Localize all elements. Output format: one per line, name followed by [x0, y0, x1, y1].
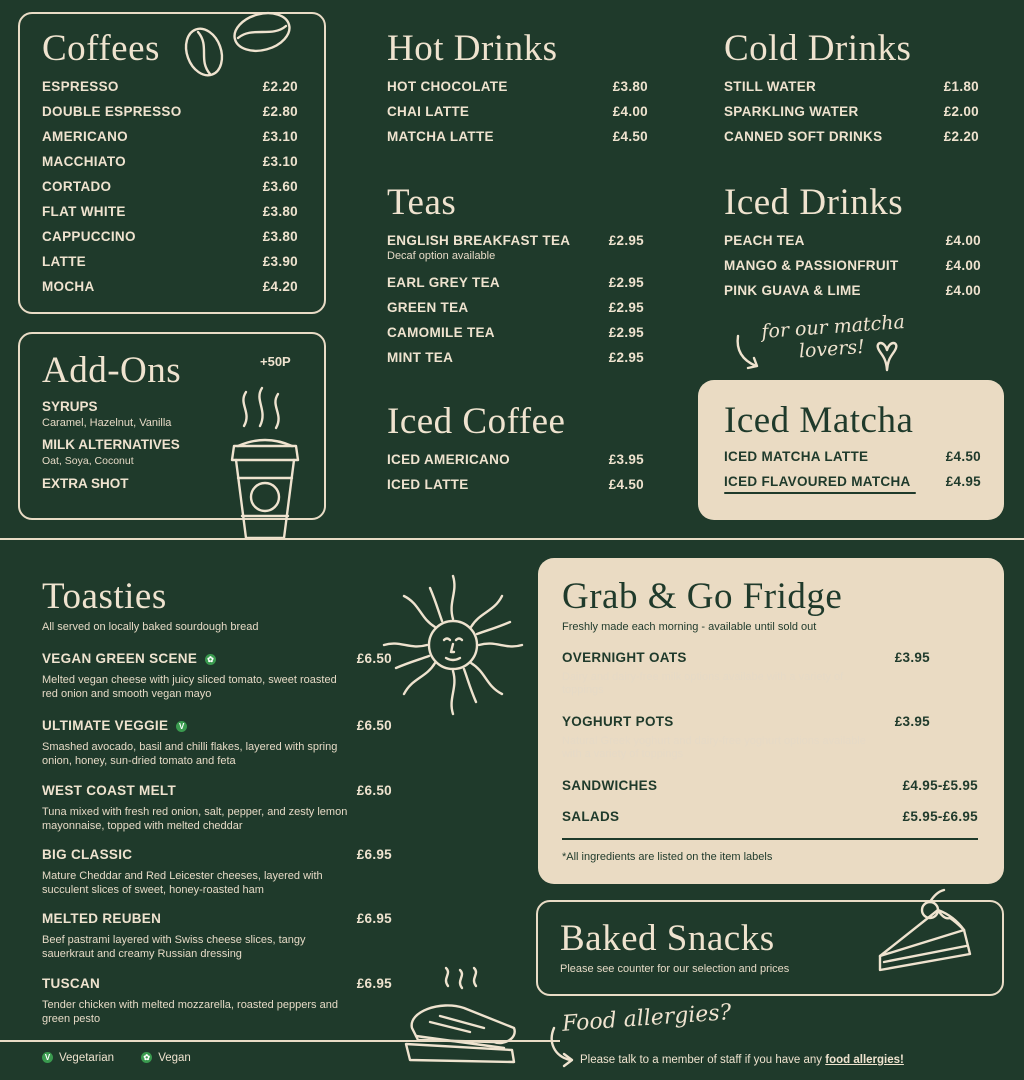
cake-slice-icon — [874, 886, 974, 978]
menu-item: HOT CHOCOLATE £3.80 — [387, 79, 648, 94]
toasties-title: Toasties — [42, 576, 167, 617]
toasted-sandwich-icon — [400, 966, 524, 1070]
heart-icon — [874, 336, 900, 372]
menu-item: FLAT WHITE £3.80 — [42, 204, 298, 219]
matcha-underline — [724, 492, 916, 494]
toastie-item: MELTED REUBEN £6.95 Beef pastrami layered with Swiss cheese slices, tangy sauerkraut and creamy Russian dressing — [42, 911, 392, 960]
menu-item: ICED FLAVOURED MATCHA £4.95 — [724, 474, 981, 489]
add-ons-price: +50P — [260, 354, 291, 369]
food-allergies-link[interactable]: food allergies! — [825, 1054, 904, 1066]
grab-go-item: SANDWICHES £4.95-£5.95 — [562, 778, 978, 793]
toastie-item: ULTIMATE VEGGIE V £6.50 Smashed avocado, basil and chilli flakes, layered with spring onion, honey, sun-dried tomato and feta — [42, 718, 392, 767]
menu-item: AMERICANO £3.10 — [42, 129, 298, 144]
menu-item: GREEN TEA £2.95 — [387, 300, 644, 315]
baked-snacks-title: Baked Snacks — [560, 918, 775, 959]
add-ons-title: Add-Ons — [42, 350, 182, 391]
toastie-item: BIG CLASSIC £6.95 Mature Cheddar and Red Leicester cheeses, layered with succulent slices of sweet, honey-roasted ham — [42, 847, 392, 896]
vegan-badge-icon: ✿ — [207, 654, 215, 664]
milk-label: MILK ALTERNATIVES — [42, 437, 180, 452]
menu-item: CORTADO £3.60 — [42, 179, 298, 194]
menu-item: PEACH TEA £4.00 — [724, 233, 981, 248]
matcha-note-line1: for our matcha — [760, 311, 906, 343]
add-ons-list — [42, 399, 232, 491]
iced-coffee-title: Iced Coffee — [387, 401, 566, 442]
coffees-title: Coffees — [42, 28, 160, 69]
menu-item: SPARKLING WATER £2.00 — [724, 104, 979, 119]
menu-item: MANGO & PASSIONFRUIT £4.00 — [724, 258, 981, 273]
section-divider — [0, 538, 1024, 540]
takeaway-cup-icon — [224, 386, 306, 540]
menu-item: MINT TEA £2.95 — [387, 350, 644, 365]
toasties-subtitle: All served on locally baked sourdough bread — [42, 621, 259, 633]
menu-item: LATTE £3.90 — [42, 254, 298, 269]
matcha-note — [761, 307, 964, 365]
coffee-beans-icon — [180, 8, 300, 80]
vegetarian-legend-icon: V — [42, 1052, 53, 1063]
syrups-options: Caramel, Hazelnut, Vanilla — [42, 417, 172, 429]
menu-item: STILL WATER £1.80 — [724, 79, 979, 94]
coffees-list — [42, 79, 298, 304]
menu-item: ENGLISH BREAKFAST TEA £2.95 — [387, 233, 644, 248]
vegetarian-badge-icon: V — [176, 721, 187, 732]
arrow-right-icon — [546, 1024, 582, 1068]
menu-item: CANNED SOFT DRINKS £2.20 — [724, 129, 979, 144]
menu-item: ICED AMERICANO £3.95 — [387, 452, 644, 467]
sun-icon — [380, 572, 526, 718]
vegan-legend-icon: ✿ — [141, 1052, 152, 1063]
menu-item: MATCHA LATTE £4.50 — [387, 129, 648, 144]
menu-item: DOUBLE ESPRESSO £2.80 — [42, 104, 298, 119]
grab-go-item: YOGHURT POTS £3.95 Natural Greek yoghurt and dairy-free yoghurt options available with a variety of toppings — [562, 714, 930, 760]
vegan-legend-label: Vegan — [158, 1052, 191, 1064]
menu-item: MACCHIATO £3.10 — [42, 154, 298, 169]
matcha-note-line2: lovers! — [798, 335, 866, 363]
menu-item: MOCHA £4.20 — [42, 279, 298, 294]
allergy-message — [580, 1054, 904, 1066]
hot-drinks-title: Hot Drinks — [387, 28, 558, 69]
menu-item: CHAI LATTE £4.00 — [387, 104, 648, 119]
toastie-item: TUSCAN £6.95 Tender chicken with melted mozzarella, roasted peppers and green pesto — [42, 976, 392, 1025]
grab-go-title: Grab & Go Fridge — [562, 576, 843, 617]
menu-item: ICED LATTE £4.50 — [387, 477, 644, 492]
iced-matcha-title: Iced Matcha — [724, 400, 914, 441]
decaf-note: Decaf option available — [387, 250, 496, 262]
extra-shot-label: EXTRA SHOT — [42, 476, 129, 491]
iced-drinks-title: Iced Drinks — [724, 182, 904, 223]
syrups-label: SYRUPS — [42, 399, 98, 414]
toastie-item: WEST COAST MELT £6.50 Tuna mixed with fresh red onion, salt, pepper, and zesty lemon mayonnaise, topped with melted cheddar — [42, 783, 392, 832]
cold-drinks-title: Cold Drinks — [724, 28, 912, 69]
menu-item: EARL GREY TEA £2.95 — [387, 275, 644, 290]
cold-drinks-list — [724, 79, 979, 154]
allergy-text: Please talk to a member of staff if you have any — [580, 1054, 826, 1066]
grab-go-item: SALADS £5.95-£6.95 — [562, 809, 978, 824]
menu-item: CAPPUCCINO £3.80 — [42, 229, 298, 244]
menu-item: ICED MATCHA LATTE £4.50 — [724, 449, 981, 464]
menu-item: PINK GUAVA & LIME £4.00 — [724, 283, 981, 298]
grab-go-subtitle: Freshly made each morning - available until sold out — [562, 621, 817, 633]
arrow-down-icon — [732, 332, 766, 372]
dietary-legend — [42, 1052, 191, 1064]
grab-go-list — [562, 650, 978, 834]
footer-divider — [0, 1040, 560, 1042]
iced-coffee-list — [387, 452, 644, 502]
teas-list — [387, 233, 644, 375]
toastie-item: VEGAN GREEN SCENE ✿ £6.50 Melted vegan cheese with juicy sliced tomato, sweet roasted red onion and smooth vegan mayo — [42, 651, 392, 700]
menu-item: ESPRESSO £2.20 — [42, 79, 298, 94]
menu-item: CAMOMILE TEA £2.95 — [387, 325, 644, 340]
food-allergies-heading: Food allergies? — [561, 1000, 733, 1037]
grab-go-item: OVERNIGHT OATS £3.95 Dairy and dairy-free milk options availabe with a variety of toppings — [562, 650, 930, 696]
vegetarian-legend-label: Vegetarian — [59, 1052, 114, 1064]
milk-options: Oat, Soya, Coconut — [42, 455, 134, 467]
grab-go-footnote: *All ingredients are listed on the item labels — [562, 851, 773, 863]
grab-go-rule — [562, 838, 978, 840]
iced-drinks-list — [724, 233, 981, 308]
baked-snacks-subtitle: Please see counter for our selection and prices — [560, 963, 790, 975]
hot-drinks-list — [387, 79, 648, 154]
teas-title: Teas — [387, 182, 457, 223]
